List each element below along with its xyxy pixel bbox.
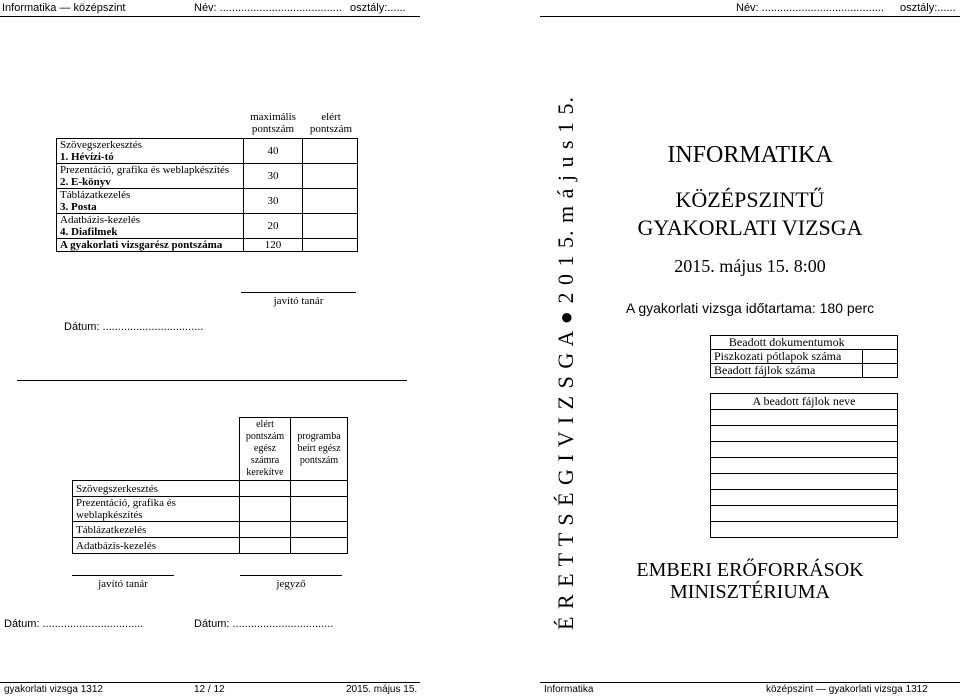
score-achieved-4[interactable] [303,214,358,239]
docs-drafts-value[interactable] [863,350,898,364]
exam-duration: A gyakorlati vizsga időtartama: 180 perc [625,300,875,316]
header-class: osztály:...... [350,2,406,14]
file-row[interactable] [711,490,898,506]
title-informatika: INFORMATIKA [667,142,833,168]
score-max-2: 30 [244,164,303,189]
score-total-max: 120 [244,239,303,252]
separator [17,380,407,381]
col-achieved-label: elért pontszám [309,111,353,135]
second-row-1: Szövegszerkesztés [73,481,240,497]
second-col-a: elért pontszám egész számra kerekítve [240,418,291,481]
score-cat-2: Prezentáció, grafika és weblapkészítés 2. E-könyv [57,164,244,189]
docs-row-files: Beadott fájlok száma [711,364,863,378]
footer-code: gyakorlati vizsga 1312 [4,684,103,695]
col-max-label: maximális pontszám [250,111,296,135]
score-cat-3: Táblázatkezelés 3. Posta [57,189,244,214]
second-row-2: Prezentáció, grafika és weblapkészítés [73,497,240,522]
score-max-1: 40 [244,139,303,164]
header-subject: Informatika — középszint [2,2,126,14]
score-achieved-2[interactable] [303,164,358,189]
footer-subject: Informatika [544,684,594,695]
second-b-3[interactable] [291,522,348,538]
header-rule-left [0,16,420,17]
score-max-4: 20 [244,214,303,239]
second-a-3[interactable] [240,522,291,538]
exam-date: 2015. május 15. 8:00 [674,256,826,276]
sign-line-notary [240,575,342,576]
second-b-1[interactable] [291,481,348,497]
footer-page: 12 / 12 [194,684,225,695]
score-cat-1: Szövegszerkesztés 1. Hévízi-tó [57,139,244,164]
docs-head: Beadott dokumentumok [711,336,863,350]
title-kozepszintu: KÖZÉPSZINTŰ [675,187,825,212]
file-row[interactable] [711,506,898,522]
header-name-right: Név: ........................................ [736,2,884,14]
second-row-4: Adatbázis-kezelés [73,538,240,554]
second-table [72,417,348,554]
sign-line-1 [241,292,356,293]
second-row-3: Táblázatkezelés [73,522,240,538]
files-head: A beadott fájlok neve [711,394,898,410]
score-cat-4: Adatbázis-kezelés 4. Diafilmek [57,214,244,239]
file-row[interactable] [711,442,898,458]
file-row[interactable] [711,522,898,538]
score-total-achieved[interactable] [303,239,358,252]
file-row[interactable] [711,426,898,442]
sign-label-notary: jegyző [276,578,306,590]
score-achieved-1[interactable] [303,139,358,164]
docs-files-value[interactable] [863,364,898,378]
header-rule-right [540,16,960,17]
second-a-4[interactable] [240,538,291,554]
header-class-right: osztály:...... [900,2,956,14]
date-right: Dátum: ................................. [194,618,334,630]
score-achieved-3[interactable] [303,189,358,214]
vertical-title: É R E T T S É G I V I Z S G A ● 2 0 1 5. m á j u s 1 5. [553,95,578,630]
second-b-2[interactable] [291,497,348,522]
second-a-1[interactable] [240,481,291,497]
docs-row-drafts: Piszkozati pótlapok száma [711,350,863,364]
date-left: Dátum: ................................. [4,618,144,630]
sign-label-1: javító tanár [273,295,324,307]
header-name: Név: ........................................ [194,2,342,14]
footer-date: 2015. május 15. [346,684,418,695]
footer-right-code: középszint — gyakorlati vizsga 1312 [766,684,928,695]
score-max-3: 30 [244,189,303,214]
file-row[interactable] [711,474,898,490]
score-table [56,138,358,252]
footer-rule-right [540,682,960,683]
second-a-2[interactable] [240,497,291,522]
title-gyakorlati: GYAKORLATI VIZSGA [637,215,863,240]
date-1: Dátum: ................................. [64,321,204,333]
second-col-b: programba beírt egész pontszám [291,418,348,481]
score-total-label: A gyakorlati vizsgarész pontszáma [57,239,244,252]
file-row[interactable] [711,410,898,426]
sign-line-teacher [72,575,174,576]
sign-label-teacher: javító tanár [98,578,148,590]
docs-table [710,335,898,378]
files-table [710,393,898,538]
ministry-1: EMBERI ERŐFORRÁSOK [636,559,864,581]
file-row[interactable] [711,458,898,474]
footer-rule-left [0,682,420,683]
ministry-2: MINISZTÉRIUMA [670,581,830,603]
second-b-4[interactable] [291,538,348,554]
